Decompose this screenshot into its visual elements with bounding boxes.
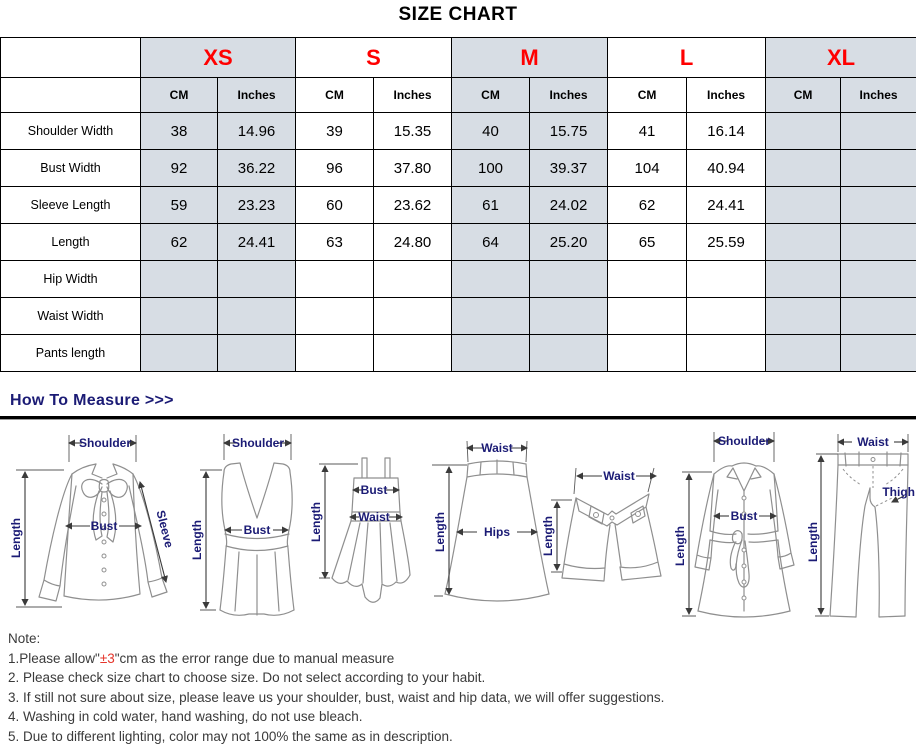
- tank-bust-label: Bust: [243, 523, 271, 537]
- cell: [766, 150, 841, 187]
- cell: [687, 261, 766, 298]
- tank-length-label: Length: [190, 520, 204, 560]
- pants-figure: [806, 430, 916, 630]
- table-row-sleeve-length: [1, 187, 916, 224]
- size-header-l: L: [608, 38, 766, 78]
- unit-cell-xl-inches: Inches: [841, 78, 916, 113]
- cell: [452, 261, 530, 298]
- cell: [530, 335, 608, 372]
- cell: 92: [141, 150, 218, 187]
- shorts-waist-label: Waist: [603, 469, 635, 483]
- cell: 38: [141, 113, 218, 150]
- cell: [841, 261, 916, 298]
- row-label: Shoulder Width: [1, 113, 141, 150]
- coat-length-label: Length: [673, 526, 687, 566]
- row-label: Pants length: [1, 335, 141, 372]
- notes-section: [8, 629, 664, 746]
- dress-figure: [310, 430, 415, 626]
- row-label: Sleeve Length: [1, 187, 141, 224]
- unit-cell-l-inches: Inches: [687, 78, 766, 113]
- cell: [766, 224, 841, 261]
- shorts-figure: [541, 464, 671, 614]
- cell: [608, 298, 687, 335]
- corner-cell: [1, 78, 141, 113]
- size-header-xs: XS: [141, 38, 296, 78]
- cell: [218, 261, 296, 298]
- table-row-hip-width: [1, 261, 916, 298]
- tank-shoulder-label: Shoulder: [231, 436, 285, 450]
- cell: 25.59: [687, 224, 766, 261]
- cell: [841, 150, 916, 187]
- coat-drawing: [695, 463, 794, 617]
- cell: [766, 335, 841, 372]
- cell: [687, 335, 766, 372]
- size-header-m: M: [452, 38, 608, 78]
- coat-measure-lines: [682, 432, 776, 616]
- cell: [841, 187, 916, 224]
- cell: 65: [608, 224, 687, 261]
- shorts-length-label: Length: [541, 516, 555, 556]
- cell: [218, 335, 296, 372]
- cell: [374, 298, 452, 335]
- cell: 23.62: [374, 187, 452, 224]
- cell: 39.37: [530, 150, 608, 187]
- cell: 96: [296, 150, 374, 187]
- cell: 16.14: [687, 113, 766, 150]
- cell: [296, 261, 374, 298]
- pants-measure-lines: [815, 434, 908, 616]
- cell: [530, 298, 608, 335]
- pants-thigh-label: Thigh: [882, 485, 915, 499]
- note-title: Note:: [8, 631, 41, 646]
- blouse-buttons: [102, 498, 106, 586]
- shorts-drawing: [562, 494, 661, 581]
- table-row-waist-width: [1, 298, 916, 335]
- cell: [687, 298, 766, 335]
- cell: 23.23: [218, 187, 296, 224]
- unit-cell-m-inches: Inches: [530, 78, 608, 113]
- table-row-bust-width: [1, 150, 916, 187]
- cell: [218, 298, 296, 335]
- cell: 24.80: [374, 224, 452, 261]
- coat-figure: [674, 428, 809, 628]
- dress-waist-label: Waist: [358, 510, 390, 524]
- note-line-1-tolerance: ±3: [99, 650, 115, 666]
- cell: [141, 261, 218, 298]
- cell: [841, 113, 916, 150]
- cell: 61: [452, 187, 530, 224]
- cell: 40.94: [687, 150, 766, 187]
- row-label: Hip Width: [1, 261, 141, 298]
- cell: 60: [296, 187, 374, 224]
- cell: 37.80: [374, 150, 452, 187]
- page-title: SIZE CHART: [398, 4, 518, 25]
- cell: [296, 335, 374, 372]
- note-line-1-post: "cm as the error range due to manual measure: [114, 650, 395, 666]
- cell: [608, 335, 687, 372]
- cell: 104: [608, 150, 687, 187]
- row-label: Waist Width: [1, 298, 141, 335]
- cell: 36.22: [218, 150, 296, 187]
- table-row-length: [1, 224, 916, 261]
- cell: 25.20: [530, 224, 608, 261]
- cell: [766, 298, 841, 335]
- cell: 62: [608, 187, 687, 224]
- cell: [766, 187, 841, 224]
- cell: [608, 261, 687, 298]
- row-label: Length: [1, 224, 141, 261]
- cell: [141, 335, 218, 372]
- blouse-length-label: Length: [9, 518, 23, 558]
- size-table: [0, 37, 916, 372]
- cell: 14.96: [218, 113, 296, 150]
- size-header-row: [1, 38, 916, 78]
- cell: 63: [296, 224, 374, 261]
- tank-top-drawing: [220, 463, 294, 615]
- skirt-hips-label: Hips: [483, 525, 511, 539]
- note-line-1-pre: 1.Please allow": [8, 650, 100, 666]
- dress-length-label: Length: [309, 502, 323, 542]
- note-line-4: 4. Washing in cold water, hand washing, do not use bleach.: [8, 709, 363, 724]
- cell: [374, 261, 452, 298]
- note-line-2: 2. Please check size chart to choose size. Do not select according to your habit.: [8, 670, 486, 685]
- unit-cell-l-cm: CM: [608, 78, 687, 113]
- cell: [141, 298, 218, 335]
- cell: 41: [608, 113, 687, 150]
- cell: 59: [141, 187, 218, 224]
- cell: [766, 113, 841, 150]
- unit-cell-s-cm: CM: [296, 78, 374, 113]
- skirt-figure: [424, 436, 554, 626]
- cell: 24.41: [218, 224, 296, 261]
- tank-top-figure: [190, 430, 319, 626]
- pants-length-label: Length: [806, 522, 820, 562]
- unit-cell-xl-cm: CM: [766, 78, 841, 113]
- shorts-measure-lines: [551, 468, 656, 572]
- unit-cell-s-inches: Inches: [374, 78, 452, 113]
- cell: [841, 224, 916, 261]
- cell: 62: [141, 224, 218, 261]
- cell: [296, 298, 374, 335]
- cell: 15.75: [530, 113, 608, 150]
- cell: [766, 261, 841, 298]
- coat-shoulder-label: Shoulder: [717, 434, 771, 448]
- cell: 100: [452, 150, 530, 187]
- corner-cell: [1, 38, 141, 78]
- cell: [374, 335, 452, 372]
- cell: [530, 261, 608, 298]
- units-header-row: [1, 78, 916, 113]
- unit-cell-m-cm: CM: [452, 78, 530, 113]
- blouse-shoulder-label: Shoulder: [78, 436, 132, 450]
- dress-bust-label: Bust: [360, 483, 388, 497]
- coat-bust-label: Bust: [730, 509, 758, 523]
- row-label: Bust Width: [1, 150, 141, 187]
- pants-waist-label: Waist: [857, 435, 889, 449]
- cell: [452, 335, 530, 372]
- cell: [841, 335, 916, 372]
- size-header-xl: XL: [766, 38, 916, 78]
- note-line-5: 5. Due to different lighting, color may not 100% the same as in description.: [8, 728, 453, 744]
- blouse-sleeve-label: Sleeve: [153, 508, 177, 550]
- cell: 24.02: [530, 187, 608, 224]
- measure-figures: [0, 428, 916, 630]
- size-header-s: S: [296, 38, 452, 78]
- how-to-measure-heading: How To Measure >>>: [10, 392, 174, 409]
- skirt-measure-lines: [432, 441, 537, 596]
- table-row-pants-length: [1, 335, 916, 372]
- cell: 64: [452, 224, 530, 261]
- skirt-waist-label: Waist: [481, 441, 513, 455]
- cell: 15.35: [374, 113, 452, 150]
- cell: 39: [296, 113, 374, 150]
- section-divider: [0, 416, 916, 420]
- blouse-figure: [6, 430, 191, 626]
- table-row-shoulder-width: [1, 113, 916, 150]
- blouse-bust-label: Bust: [90, 519, 118, 533]
- dress-drawing: [332, 458, 410, 602]
- unit-cell-xs-inches: Inches: [218, 78, 296, 113]
- cell: [841, 298, 916, 335]
- cell: 24.41: [687, 187, 766, 224]
- note-line-3: 3. If still not sure about size, please leave us your shoulder, bust, waist and hip data, we will offer suggestions.: [8, 689, 665, 705]
- skirt-length-label: Length: [433, 512, 447, 552]
- unit-cell-xs-cm: CM: [141, 78, 218, 113]
- note-line-1: [8, 649, 664, 669]
- cell: [452, 298, 530, 335]
- cell: 40: [452, 113, 530, 150]
